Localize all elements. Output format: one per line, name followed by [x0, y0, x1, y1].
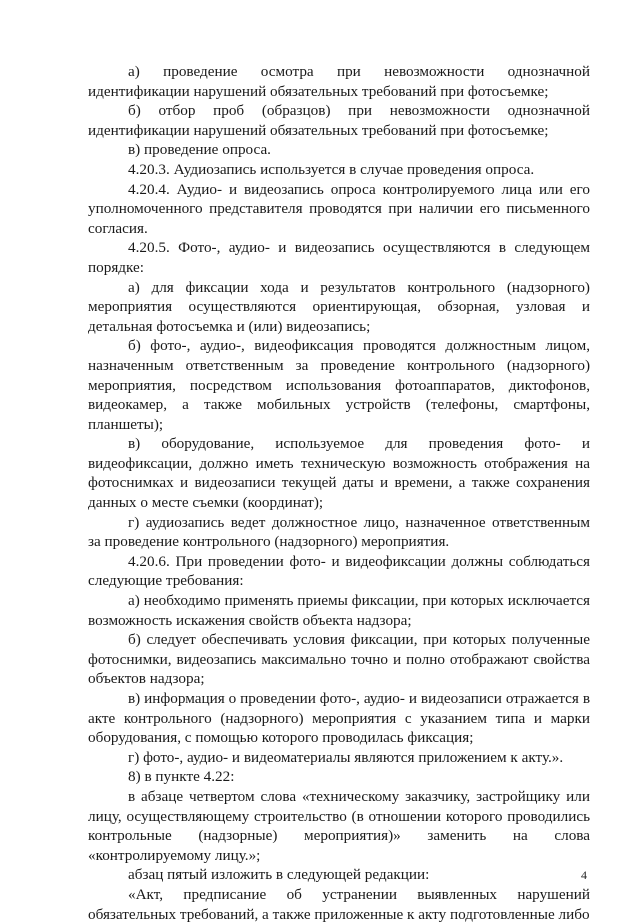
paragraph-4-20-6-g: г) фото-, аудио- и видеоматериалы являются приложением к акту.».: [128, 748, 564, 766]
paragraph-4-20-6-b: б) следует обеспечивать условия фиксации, при которых полученные фотоснимки, видеозапись максимально точно и полно отображают свойства объектов надзора;: [88, 631, 590, 688]
paragraph-4-20-5-g: г) аудиозапись ведет должностное лицо, назначенное ответственным за проведение контрольного (надзорного) мероприятия.: [88, 513, 590, 551]
paragraph-akt-quote: «Акт, предписание об устранении выявленных нарушений обязательных требований, а также приложенные к акту подготовленные либо: [88, 885, 590, 923]
paragraph-item-8: 8) в пункте 4.22:: [128, 768, 235, 786]
paragraph-4-20-6-a: а) необходимо применять приемы фиксации, при которых исключается возможность искажения свойств объекта надзора;: [88, 592, 590, 629]
paragraph-4-20-5-a: а) для фиксации хода и результатов контрольного (надзорного) мероприятия осуществляются ориентирующая, обзорная, узловая и детальная фотосъемка и (или) видеозапись;: [88, 278, 590, 335]
paragraph-abzac-5: абзац пятый изложить в следующей редакции:: [128, 866, 430, 884]
paragraph-item-a-inspection: а) проведение осмотра при невозможности однозначной идентификации нарушений обязательных требований при фотосъемке;: [88, 63, 590, 100]
page-number: 4: [581, 868, 587, 882]
paragraph-4-20-5-b: б) фото-, аудио-, видеофиксация проводятся должностным лицом, назначенным ответственным за проведение контрольного (надзорного) мероприятия, посредством использования фотоаппаратов, диктофонов, видеокамер, а также мобильных устройств (телефоны, смартфоны, планшеты);: [88, 337, 590, 433]
paragraph-4-20-5: 4.20.5. Фото-, аудио- и видеозапись осуществляются в следующем порядке:: [88, 239, 590, 276]
paragraph-item-b-sampling: б) отбор проб (образцов) при невозможности однозначной идентификации нарушений обязательных требований при фотосъемке;: [88, 102, 590, 139]
paragraph-4-20-6: 4.20.6. При проведении фото- и видеофиксации должны соблюдаться следующие требования:: [88, 552, 590, 590]
document-body: [88, 62, 590, 924]
paragraph-4-20-5-v: в) оборудование, используемое для проведения фото- и видеофиксации, должно иметь техническую возможность отображения на фотоснимках и видеозаписи текущей даты и времени, а также сохранения данных о месте съемки (координат);: [88, 435, 590, 512]
paragraph-4-20-6-v: в) информация о проведении фото-, аудио- и видеозаписи отражается в акте контрольного (надзорного) мероприятия с указанием типа и марки оборудования, с помощью которого проводилась фиксация;: [88, 690, 590, 747]
paragraph-4-20-3: 4.20.3. Аудиозапись используется в случае проведения опроса.: [128, 160, 535, 178]
paragraph-item-v-survey: в) проведение опроса.: [128, 141, 271, 159]
paragraph-abzac-4: в абзаце четвертом слова «техническому заказчику, застройщику или лицу, осуществляющему строительство (в отношении которого проводились контрольные (надзорные) мероприятия)» заменить на слова «контролируемому лицу.»;: [88, 787, 590, 864]
paragraph-4-20-4: 4.20.4. Аудио- и видеозапись опроса контролируемого лица или его уполномоченного представителя проводятся при наличии его письменного согласия.: [88, 180, 590, 237]
